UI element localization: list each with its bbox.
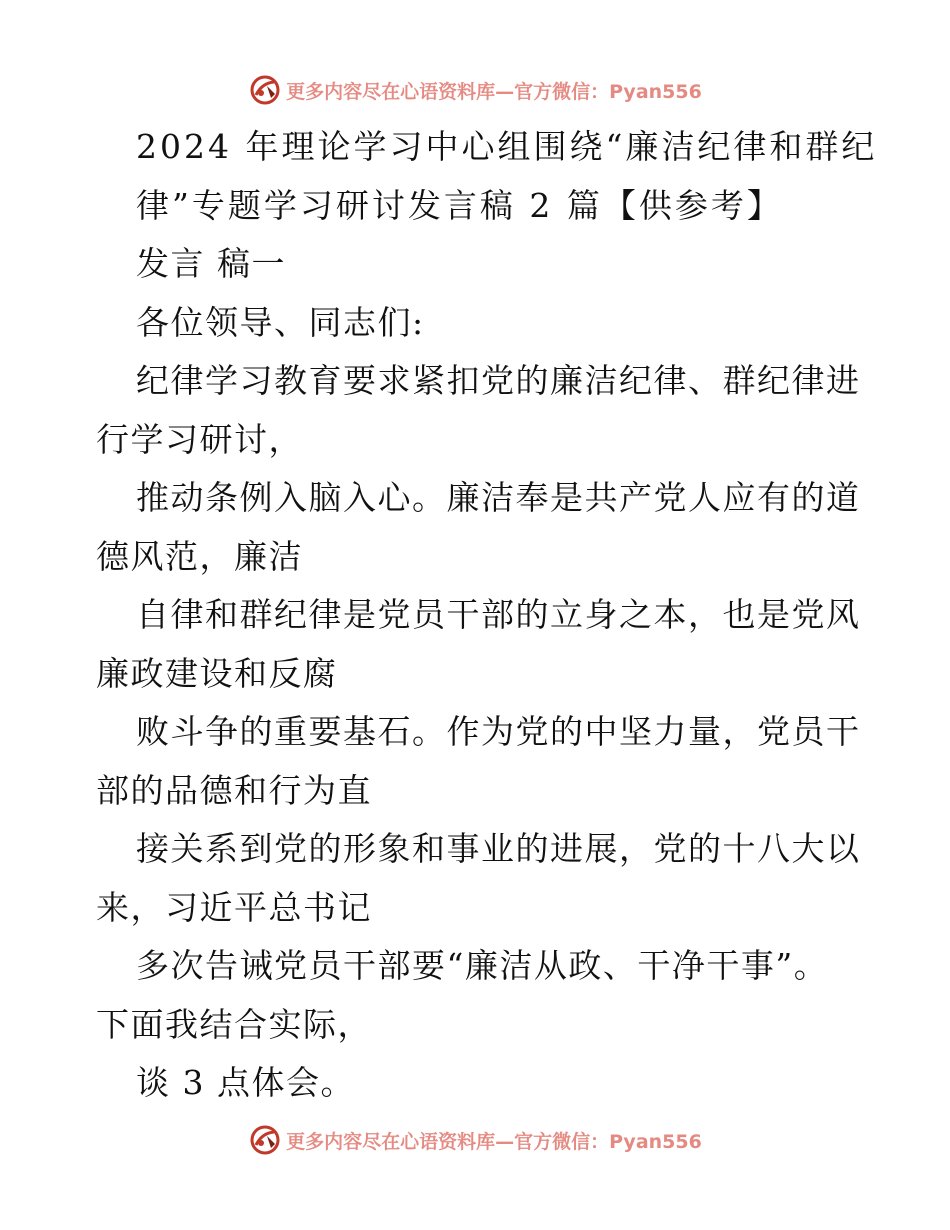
brand-logo-icon [248, 73, 282, 107]
paragraph-line: 各位领导、同志们: [136, 302, 425, 342]
paragraph-line: 廉政建设和反腐 [96, 653, 338, 693]
paragraph-line: 接关系到党的形象和事业的进展，党的十八大以 [136, 829, 861, 868]
footer-watermark-text: 更多内容尽在心语资料库—官方微信：Pyan556 [286, 1130, 702, 1153]
brand-logo-icon [248, 1123, 282, 1157]
document-title-line: 律”专题学习研讨发言稿 2 篇【供参考】 [136, 185, 783, 225]
document-title-line: 2024 年理论学习中心组围绕“廉洁纪律和群纪 [136, 127, 878, 166]
document-body [96, 118, 878, 1113]
paragraph-line: 纪律学习教育要求紧扣党的廉洁纪律、群纪律进 [136, 361, 861, 400]
footer-watermark-banner [0, 1120, 950, 1160]
paragraph-line: 多次告诫党员干部要“廉洁从政、干净干事”。 [136, 946, 829, 985]
paragraph-line: 行学习研讨， [96, 419, 303, 459]
paragraph-line: 发言 稿一 [136, 244, 286, 283]
paragraph-line: 推动条例入脑入心。廉洁奉是共产党人应有的道 [136, 478, 861, 517]
paragraph-line: 下面我结合实际， [96, 1004, 372, 1044]
paragraph-line: 谈 3 点体会。 [136, 1063, 355, 1102]
paragraph-line: 自律和群纪律是党员干部的立身之本，也是党风 [136, 595, 861, 634]
paragraph-line: 来，习近平总书记 [96, 887, 372, 927]
header-watermark-text: 更多内容尽在心语资料库—官方微信：Pyan556 [286, 80, 702, 103]
paragraph-line: 德风范，廉洁 [96, 536, 303, 576]
header-watermark-banner [0, 70, 950, 110]
paragraph-line: 败斗争的重要基石。作为党的中坚力量，党员干 [136, 712, 861, 751]
paragraph-line: 部的品德和行为直 [96, 770, 372, 810]
